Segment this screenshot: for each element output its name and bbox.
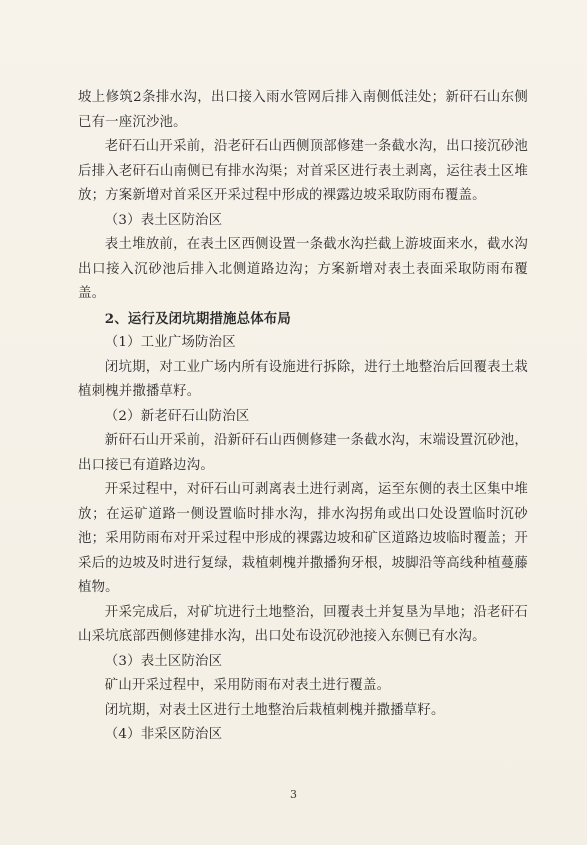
section-heading-operation-closure: 2、运行及闭坑期措施总体布局 xyxy=(104,310,291,327)
paragraph-after-mining: 开采完成后，对矿坑进行土地整治，回覆表土并复垦为旱地；沿老矸石山采坑底部西侧修建排水沟，出口处布设沉砂池接入东侧已有水沟。 xyxy=(78,604,528,644)
subheading-industrial-square: （1）工业广场防治区 xyxy=(104,335,236,350)
paragraph-topsoil-stockpile: 表土堆放前，在表土区西侧设置一条截水沟拦截上游坡面来水，截水沟出口接入沉砂池后排入北侧道路边沟；方案新增对表土表面采取防雨布覆盖。 xyxy=(78,237,528,301)
paragraph-new-gangue-hill: 新矸石山开采前，沿新矸石山西侧修建一条截水沟，末端设置沉砂池，出口接已有道路边沟。 xyxy=(78,433,528,473)
subheading-topsoil-area: （3）表土区防治区 xyxy=(104,212,223,228)
subheading-non-mining-area: （4）非采区防治区 xyxy=(104,727,223,742)
subheading-new-old-gangue-hill: （2）新老矸石山防治区 xyxy=(104,408,250,424)
paragraph-topsoil-closure: 闭坑期，对表土区进行土地整治后栽植刺槐并撒播草籽。 xyxy=(104,702,445,718)
document-body xyxy=(78,86,528,748)
paragraph-industrial-square-closure: 闭坑期，对工业广场内所有设施进行拆除，进行土地整治后回覆表土栽植刺槐并撒播草籽。 xyxy=(78,359,528,399)
paragraph-old-gangue-hill: 老矸石山开采前，沿老矸石山西侧顶部修建一条截水沟，出口接沉砂池后排入老矸石山南侧已有排水沟渠；对首采区进行表土剥离，运往表土区堆放；方案新增对首采区开采过程中形成的裸露边坡采取防雨布覆盖。 xyxy=(78,139,528,203)
paragraph-topsoil-cover: 矿山开采过程中，采用防雨布对表土进行覆盖。 xyxy=(104,678,391,693)
page-number: 3 xyxy=(290,788,297,801)
subheading-topsoil-area-2: （3）表土区防治区 xyxy=(104,653,223,669)
paragraph-drainage-continued: 坡上修筑2条排水沟，出口接入雨水管网后排入南侧低洼处；新矸石山东侧已有一座沉沙池。 xyxy=(78,90,528,130)
paragraph-mining-process: 开采过程中，对矸石山可剥离表土进行剥离，运至东侧的表土区集中堆放；在运矿道路一侧设置临时排水沟，排水沟拐角或出口处设置临时沉砂池；采用防雨布对开采过程中形成的裸露边坡和矿区道路边坡临时覆盖；开采后的边坡及时进行复绿，栽植刺槐并撒播狗牙根，坡脚沿等高线种植蔓藤植物。 xyxy=(78,482,528,595)
